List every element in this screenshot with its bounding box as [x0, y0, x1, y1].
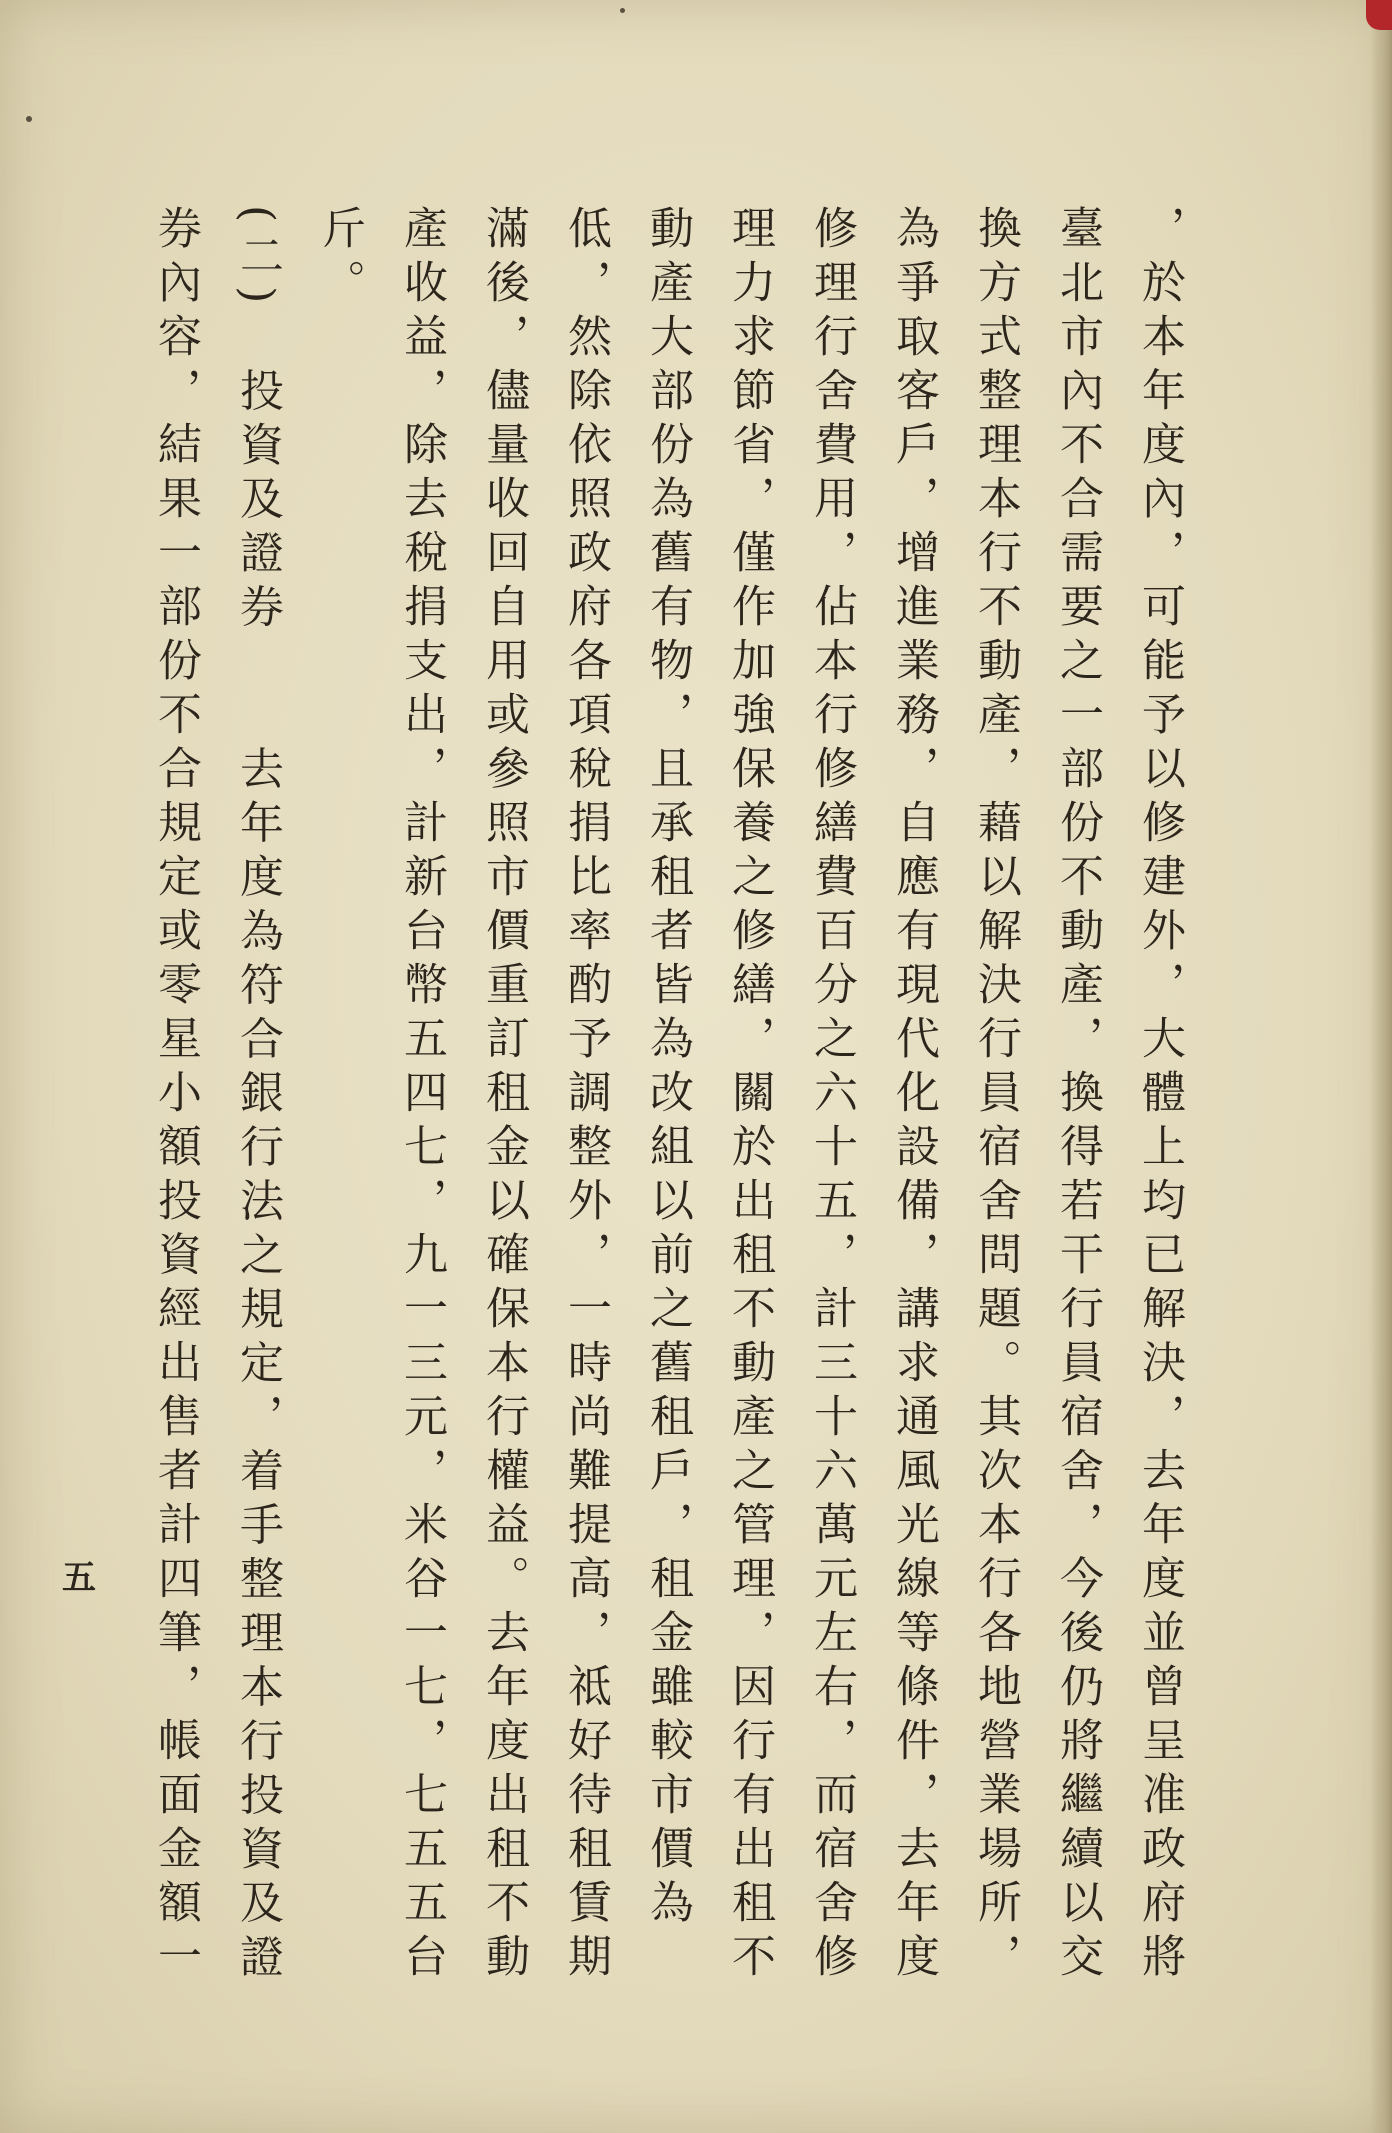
page-edge-shadow — [1370, 0, 1392, 2133]
vertical-text-body — [140, 205, 1200, 2025]
section-heading: (二) 投資及證券 — [232, 205, 283, 638]
paragraph-investments-and-securities — [140, 205, 298, 2025]
paragraph-housing-and-property: ，於本年度內，可能予以修建外，大體上均已解決，去年度並曾呈准政府將臺北市內不合需要之一部份不動產，換得若干行員宿舍，今後仍將繼續以交換方式整理本行不動產，藉以解決行員宿舍問題。其次本行各地營業場所，為爭取客戶，增進業務，自應有現代化設備，講求通風光線等條件，去年度修理行舍費用，佔本行修繕費百分之六十五，計三十六萬元左右，而宿舍修理力求節省，僅作加強保養之修繕，關於出租不動產之管理，因行有出租不動產大部份為舊有物，且承租者皆為改組以前之舊租戶，租金雖較市價為低，然除依照政府各項稅捐比率酌予調整外，一時尚難提高，祗好待租賃期滿後，儘量收回自用或參照市價重訂租金以確保本行權益。去年度出租不動產收益，除去稅捐支出，計新台幣五四七，九一三元，米谷一七，七五五台斤。 — [314, 205, 1185, 1987]
page-number: 五 — [62, 1558, 96, 1598]
paragraph-investments-body: 去年度為符合銀行法之規定，着手整理本行投資及證券內容，結果一部份不合規定或零星小額投資經出售者計四筆，帳面金額一 — [150, 205, 283, 1988]
paper-speck — [620, 8, 625, 13]
corner-tab-mark — [1366, 0, 1392, 30]
paper-speck — [26, 116, 32, 122]
